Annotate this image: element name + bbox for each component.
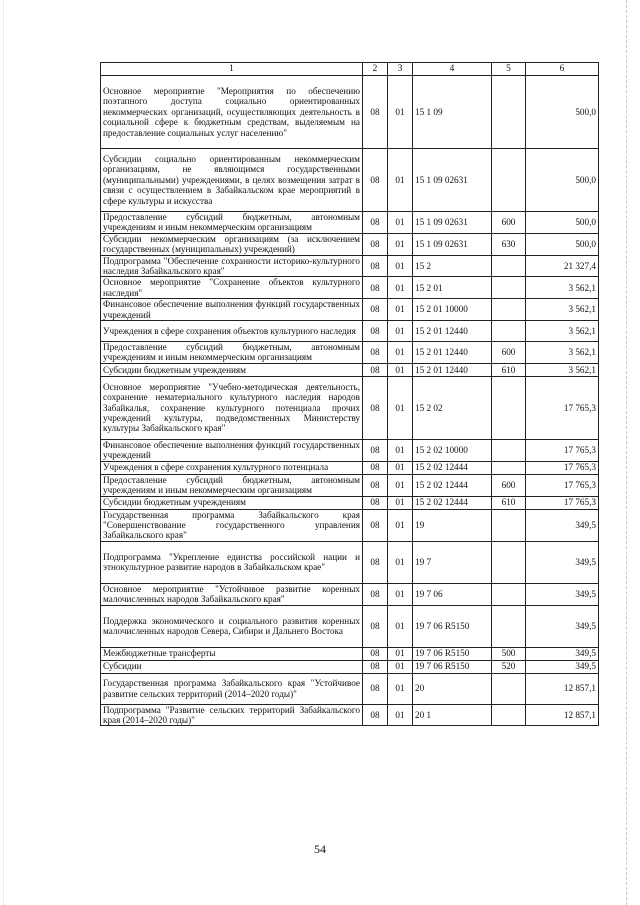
row-target-article-cell: 19 7 06 (413, 583, 492, 605)
table-row (101, 509, 599, 541)
row-name-cell: Подпрограмма "Развитие сельских территорий Забайкальского края (2014–2020 годы)" (101, 704, 363, 726)
row-name-cell: Учреждения в сфере сохранения культурного потенциала (101, 461, 363, 474)
row-section-cell: 08 (363, 212, 388, 234)
table-row (101, 673, 599, 704)
row-amount-cell: 12 857,1 (526, 704, 599, 726)
header-col-subsection: 3 (388, 63, 413, 76)
row-amount-cell: 349,5 (526, 509, 599, 541)
row-expense-type-cell (492, 583, 526, 605)
row-target-article-cell: 15 2 (413, 255, 492, 277)
row-expense-type-cell (492, 76, 526, 149)
table-row (101, 321, 599, 342)
row-target-article-cell: 15 2 01 12440 (413, 342, 492, 364)
row-amount-cell: 12 857,1 (526, 673, 599, 704)
row-target-article-cell: 15 1 09 (413, 76, 492, 149)
table-row (101, 474, 599, 496)
row-target-article-cell: 19 (413, 509, 492, 541)
row-expense-type-cell (492, 439, 526, 461)
row-expense-type-cell: 600 (492, 342, 526, 364)
row-subsection-cell: 01 (388, 704, 413, 726)
table-row (101, 461, 599, 474)
row-target-article-cell: 15 2 02 12444 (413, 474, 492, 496)
table-row (101, 76, 599, 149)
row-name-cell: Основное мероприятие "Сохранение объектов культурного наследия" (101, 277, 363, 299)
row-section-cell: 08 (363, 673, 388, 704)
row-subsection-cell: 01 (388, 583, 413, 605)
row-target-article-cell: 15 2 02 (413, 376, 492, 439)
row-expense-type-cell (492, 277, 526, 299)
row-name-cell: Подпрограмма "Обеспечение сохранности историко-культурного наследия Забайкальского края" (101, 255, 363, 277)
row-target-article-cell: 19 7 06 R5150 (413, 605, 492, 647)
row-amount-cell: 17 765,3 (526, 474, 599, 496)
row-amount-cell: 500,0 (526, 212, 599, 234)
row-amount-cell: 3 562,1 (526, 321, 599, 342)
row-subsection-cell: 01 (388, 439, 413, 461)
row-target-article-cell: 19 7 06 R5150 (413, 660, 492, 673)
row-section-cell: 08 (363, 509, 388, 541)
row-amount-cell: 349,5 (526, 605, 599, 647)
row-target-article-cell: 19 7 (413, 541, 492, 583)
row-subsection-cell: 01 (388, 660, 413, 673)
row-expense-type-cell: 500 (492, 647, 526, 660)
row-expense-type-cell (492, 673, 526, 704)
row-subsection-cell: 01 (388, 541, 413, 583)
row-amount-cell: 3 562,1 (526, 363, 599, 376)
row-expense-type-cell: 600 (492, 212, 526, 234)
row-name-cell: Государственная программа Забайкальского края "Совершенствование государственного управления Забайкальского края" (101, 509, 363, 541)
row-name-cell: Поддержка экономического и социального развития коренных малочисленных народов Севера, Сибири и Дальнего Востока (101, 605, 363, 647)
table-header-row (101, 63, 599, 76)
row-section-cell: 08 (363, 255, 388, 277)
row-target-article-cell: 15 2 01 12440 (413, 321, 492, 342)
row-target-article-cell: 15 1 09 02631 (413, 233, 492, 255)
row-subsection-cell: 01 (388, 277, 413, 299)
row-amount-cell: 3 562,1 (526, 299, 599, 321)
row-expense-type-cell (492, 541, 526, 583)
row-amount-cell: 17 765,3 (526, 461, 599, 474)
row-expense-type-cell (492, 704, 526, 726)
row-subsection-cell: 01 (388, 321, 413, 342)
row-name-cell: Субсидии бюджетным учреждениям (101, 496, 363, 509)
row-name-cell: Подпрограмма "Укрепление единства российской нации и этнокультурное развитие народов в Забайкальском крае" (101, 541, 363, 583)
row-subsection-cell: 01 (388, 363, 413, 376)
row-name-cell: Финансовое обеспечение выполнения функций государственных учреждений (101, 299, 363, 321)
table-row (101, 342, 599, 364)
table-row (101, 376, 599, 439)
row-name-cell: Учреждения в сфере сохранения объектов культурного наследия (101, 321, 363, 342)
row-subsection-cell: 01 (388, 149, 413, 212)
row-subsection-cell: 01 (388, 299, 413, 321)
row-expense-type-cell: 600 (492, 474, 526, 496)
row-amount-cell: 349,5 (526, 647, 599, 660)
row-section-cell: 08 (363, 496, 388, 509)
row-expense-type-cell: 630 (492, 233, 526, 255)
row-section-cell: 08 (363, 363, 388, 376)
table-row (101, 149, 599, 212)
row-section-cell: 08 (363, 299, 388, 321)
row-target-article-cell: 20 1 (413, 704, 492, 726)
row-section-cell: 08 (363, 660, 388, 673)
row-name-cell: Предоставление субсидий бюджетным, автономным учреждениям и иным некоммерческим организациям (101, 212, 363, 234)
row-subsection-cell: 01 (388, 376, 413, 439)
row-amount-cell: 17 765,3 (526, 376, 599, 439)
page-number: 54 (314, 842, 326, 856)
row-target-article-cell: 20 (413, 673, 492, 704)
table-row (101, 704, 599, 726)
row-section-cell: 08 (363, 605, 388, 647)
row-section-cell: 08 (363, 541, 388, 583)
table-row (101, 233, 599, 255)
row-expense-type-cell: 520 (492, 660, 526, 673)
row-amount-cell: 349,5 (526, 660, 599, 673)
header-col-name: 1 (101, 63, 363, 76)
row-section-cell: 08 (363, 376, 388, 439)
row-expense-type-cell: 610 (492, 496, 526, 509)
table-row (101, 660, 599, 673)
row-subsection-cell: 01 (388, 76, 413, 149)
row-name-cell: Предоставление субсидий бюджетным, автономным учреждениям и иным некоммерческим организациям (101, 342, 363, 364)
row-subsection-cell: 01 (388, 647, 413, 660)
row-section-cell: 08 (363, 76, 388, 149)
row-subsection-cell: 01 (388, 496, 413, 509)
row-amount-cell: 500,0 (526, 76, 599, 149)
row-target-article-cell: 15 2 02 10000 (413, 439, 492, 461)
row-name-cell: Межбюджетные трансферты (101, 647, 363, 660)
row-expense-type-cell (492, 299, 526, 321)
row-section-cell: 08 (363, 321, 388, 342)
table-row (101, 583, 599, 605)
row-name-cell: Субсидии социально ориентированным некоммерческим организациям, не являющимся государственными (муниципальными) учреждениями, в целях возмещения затрат в связи с осуществлением в Забайкальском крае мероприятий в сфере культуры и искусства (101, 149, 363, 212)
scan-edge-right (626, 0, 627, 905)
row-section-cell: 08 (363, 583, 388, 605)
table-row (101, 605, 599, 647)
row-name-cell: Субсидии некоммерческим организациям (за исключением государственных (муниципальных) учреждений) (101, 233, 363, 255)
row-subsection-cell: 01 (388, 233, 413, 255)
row-section-cell: 08 (363, 277, 388, 299)
table-row (101, 647, 599, 660)
row-amount-cell: 17 765,3 (526, 439, 599, 461)
row-name-cell: Основное мероприятие "Учебно-методическая деятельность, сохранение нематериального культурного наследия народов Забайкалья, сохранение культурного потенциала прочих учреждений культуры, подведомственных Министерству культуры Забайкальского края" (101, 376, 363, 439)
row-subsection-cell: 01 (388, 255, 413, 277)
row-target-article-cell: 15 1 09 02631 (413, 149, 492, 212)
row-name-cell: Предоставление субсидий бюджетным, автономным учреждениям и иным некоммерческим организациям (101, 474, 363, 496)
row-amount-cell: 21 327,4 (526, 255, 599, 277)
row-section-cell: 08 (363, 342, 388, 364)
scan-edge-left (3, 0, 4, 905)
table-row (101, 363, 599, 376)
row-subsection-cell: 01 (388, 509, 413, 541)
row-subsection-cell: 01 (388, 474, 413, 496)
header-col-section: 2 (363, 63, 388, 76)
row-target-article-cell: 19 7 06 R5150 (413, 647, 492, 660)
row-expense-type-cell (492, 605, 526, 647)
header-col-expense-type: 5 (492, 63, 526, 76)
row-name-cell: Основное мероприятие "Устойчивое развитие коренных малочисленных народов Забайкальского края" (101, 583, 363, 605)
row-subsection-cell: 01 (388, 342, 413, 364)
row-name-cell: Государственная программа Забайкальского края "Устойчивое развитие сельских территорий (2014–2020 годы)" (101, 673, 363, 704)
table-row (101, 439, 599, 461)
row-amount-cell: 500,0 (526, 233, 599, 255)
row-amount-cell: 3 562,1 (526, 277, 599, 299)
row-target-article-cell: 15 2 01 12440 (413, 363, 492, 376)
row-name-cell: Основное мероприятие "Мероприятия по обеспечению поэтапного доступа социально ориентированных некоммерческих организаций, осуществляющих деятельность в социальной сфере к бюджетным средствам, выделяемым на предоставление социальных услуг населению" (101, 76, 363, 149)
header-col-amount: 6 (526, 63, 599, 76)
row-section-cell: 08 (363, 149, 388, 212)
row-subsection-cell: 01 (388, 461, 413, 474)
row-section-cell: 08 (363, 474, 388, 496)
table-row (101, 299, 599, 321)
row-subsection-cell: 01 (388, 212, 413, 234)
table-row (101, 496, 599, 509)
row-section-cell: 08 (363, 461, 388, 474)
row-name-cell: Финансовое обеспечение выполнения функций государственных учреждений (101, 439, 363, 461)
row-section-cell: 08 (363, 233, 388, 255)
row-amount-cell: 349,5 (526, 583, 599, 605)
row-expense-type-cell (492, 321, 526, 342)
row-amount-cell: 3 562,1 (526, 342, 599, 364)
row-name-cell: Субсидии бюджетным учреждениям (101, 363, 363, 376)
row-expense-type-cell (492, 376, 526, 439)
header-col-target-article: 4 (413, 63, 492, 76)
table-row (101, 541, 599, 583)
row-name-cell: Субсидии (101, 660, 363, 673)
row-section-cell: 08 (363, 439, 388, 461)
row-target-article-cell: 15 2 01 (413, 277, 492, 299)
row-expense-type-cell (492, 461, 526, 474)
table-row (101, 277, 599, 299)
table-row (101, 255, 599, 277)
row-section-cell: 08 (363, 647, 388, 660)
row-expense-type-cell (492, 509, 526, 541)
budget-table (100, 62, 599, 726)
row-target-article-cell: 15 2 02 12444 (413, 461, 492, 474)
row-amount-cell: 17 765,3 (526, 496, 599, 509)
row-amount-cell: 500,0 (526, 149, 599, 212)
row-amount-cell: 349,5 (526, 541, 599, 583)
row-expense-type-cell: 610 (492, 363, 526, 376)
row-target-article-cell: 15 2 01 10000 (413, 299, 492, 321)
row-subsection-cell: 01 (388, 605, 413, 647)
row-subsection-cell: 01 (388, 673, 413, 704)
row-expense-type-cell (492, 149, 526, 212)
row-section-cell: 08 (363, 704, 388, 726)
row-target-article-cell: 15 2 02 12444 (413, 496, 492, 509)
table-row (101, 212, 599, 234)
row-expense-type-cell (492, 255, 526, 277)
row-target-article-cell: 15 1 09 02631 (413, 212, 492, 234)
